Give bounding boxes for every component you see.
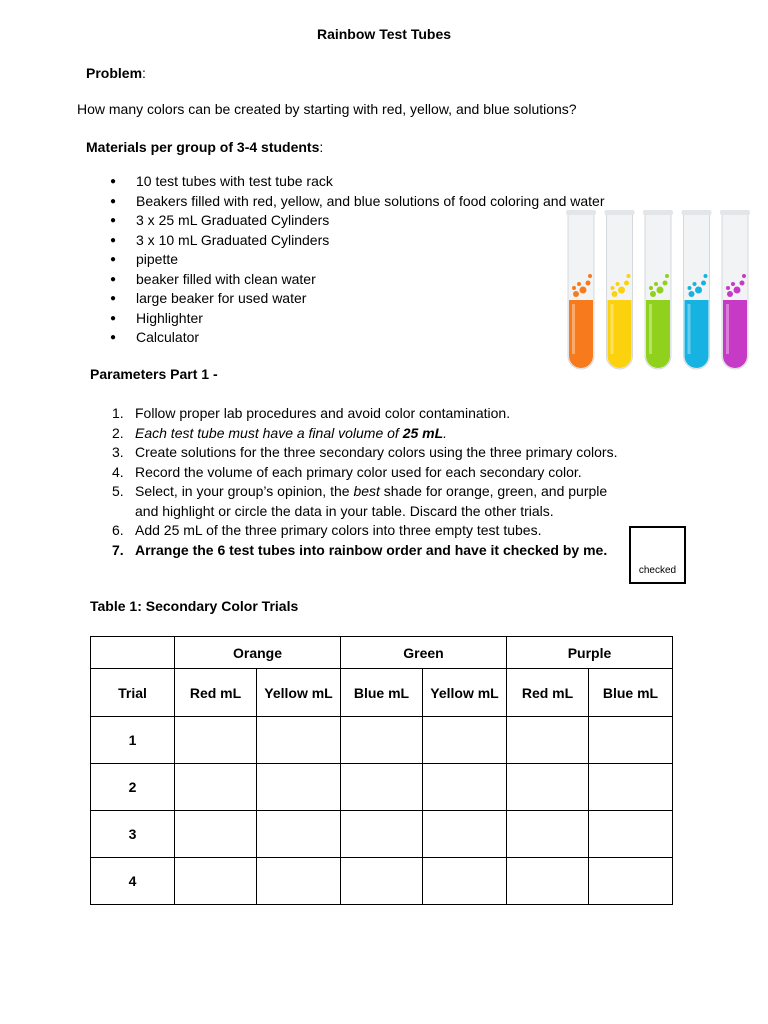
table-row: [91, 717, 673, 764]
data-cell[interactable]: [341, 858, 423, 905]
step-item: 3. Create solutions for the three secondary colors using the three primary colors.: [112, 444, 618, 460]
data-cell[interactable]: [257, 717, 341, 764]
data-cell[interactable]: [257, 764, 341, 811]
data-cell[interactable]: [175, 764, 257, 811]
test-tubes-illustration: [560, 208, 760, 378]
group-header-purple: Purple: [507, 637, 673, 669]
materials-heading: [86, 139, 323, 155]
problem-heading: [86, 65, 146, 81]
data-cell[interactable]: [257, 811, 341, 858]
materials-colon: :: [319, 139, 324, 155]
data-cell[interactable]: [507, 717, 589, 764]
data-cell[interactable]: [175, 811, 257, 858]
trial-number: 3: [91, 811, 175, 858]
table-row: [91, 764, 673, 811]
problem-colon: :: [142, 65, 146, 81]
trial-number: 4: [91, 858, 175, 905]
list-item: ● large beaker for used water: [110, 289, 610, 309]
problem-label: Problem: [86, 65, 143, 81]
data-cell[interactable]: [175, 858, 257, 905]
test-tube-4: [682, 210, 712, 369]
test-tube-5: [720, 210, 750, 369]
data-cell[interactable]: [589, 764, 673, 811]
data-cell[interactable]: [589, 858, 673, 905]
step-item: 4. Record the volume of each primary color used for each secondary color.: [112, 463, 582, 480]
trial-header: Trial: [91, 669, 175, 717]
step-item: 6. Add 25 mL of the three primary colors into three empty test tubes.: [112, 522, 542, 538]
list-item: ● 3 x 25 mL Graduated Cylinders: [110, 211, 610, 231]
procedure-steps: [106, 404, 626, 560]
data-cell[interactable]: [423, 764, 507, 811]
data-cell[interactable]: [423, 858, 507, 905]
list-item: ● pipette: [110, 250, 610, 270]
data-cell[interactable]: [589, 717, 673, 764]
column-header: Blue mL: [589, 669, 673, 717]
trial-number: 1: [91, 717, 175, 764]
column-header: Red mL: [507, 669, 589, 717]
step-item: 1. Follow proper lab procedures and avoid color contamination.: [112, 405, 511, 421]
list-item: ● Highlighter: [110, 309, 610, 329]
group-header-green: Green: [341, 637, 507, 669]
checked-label: checked: [638, 565, 677, 576]
column-header: Yellow mL: [257, 669, 341, 717]
step-item: 2. Each test tube must have a final volume of 25 mL.: [112, 424, 448, 441]
column-header: Red mL: [175, 669, 257, 717]
table-caption: Table 1: Secondary Color Trials: [90, 598, 299, 614]
data-cell[interactable]: [507, 764, 589, 811]
data-cell[interactable]: [257, 858, 341, 905]
table-corner-cell: [91, 637, 175, 669]
materials-label: Materials per group of 3-4 students: [86, 139, 320, 155]
data-cell[interactable]: [341, 764, 423, 811]
step-item: 5. Select, in your group’s opinion, the best shade for orange, green, and purple and highlight or circle the data in your table. Discard the other trials.: [112, 483, 608, 519]
column-header: Yellow mL: [423, 669, 507, 717]
step-item: 7. Arrange the 6 test tubes into rainbow order and have it checked by me.: [112, 541, 608, 558]
data-cell[interactable]: [175, 717, 257, 764]
parameters-heading: Parameters Part 1 -: [90, 366, 218, 382]
table-row: [91, 858, 673, 905]
problem-question: How many colors can be created by starting with red, yellow, and blue solutions?: [77, 101, 577, 117]
data-cell[interactable]: [507, 811, 589, 858]
test-tube-3: [643, 210, 673, 369]
data-cell[interactable]: [341, 811, 423, 858]
materials-list: [110, 172, 610, 348]
group-header-orange: Orange: [175, 637, 341, 669]
data-cell[interactable]: [589, 811, 673, 858]
trial-number: 2: [91, 764, 175, 811]
list-item: ● 10 test tubes with test tube rack: [110, 172, 610, 192]
list-item: ● 3 x 10 mL Graduated Cylinders: [110, 231, 610, 251]
data-cell[interactable]: [341, 717, 423, 764]
list-item: ● beaker filled with clean water: [110, 270, 610, 290]
column-header: Blue mL: [341, 669, 423, 717]
data-cell[interactable]: [423, 717, 507, 764]
test-tube-1: [566, 210, 596, 369]
page-title: Rainbow Test Tubes: [316, 26, 452, 42]
table-row: [91, 811, 673, 858]
list-item: ● Calculator: [110, 328, 610, 348]
data-cell[interactable]: [423, 811, 507, 858]
data-cell[interactable]: [507, 858, 589, 905]
test-tube-2: [605, 210, 635, 369]
list-item: ● Beakers filled with red, yellow, and blue solutions of food coloring and water: [110, 192, 610, 212]
secondary-color-table: [90, 636, 673, 905]
